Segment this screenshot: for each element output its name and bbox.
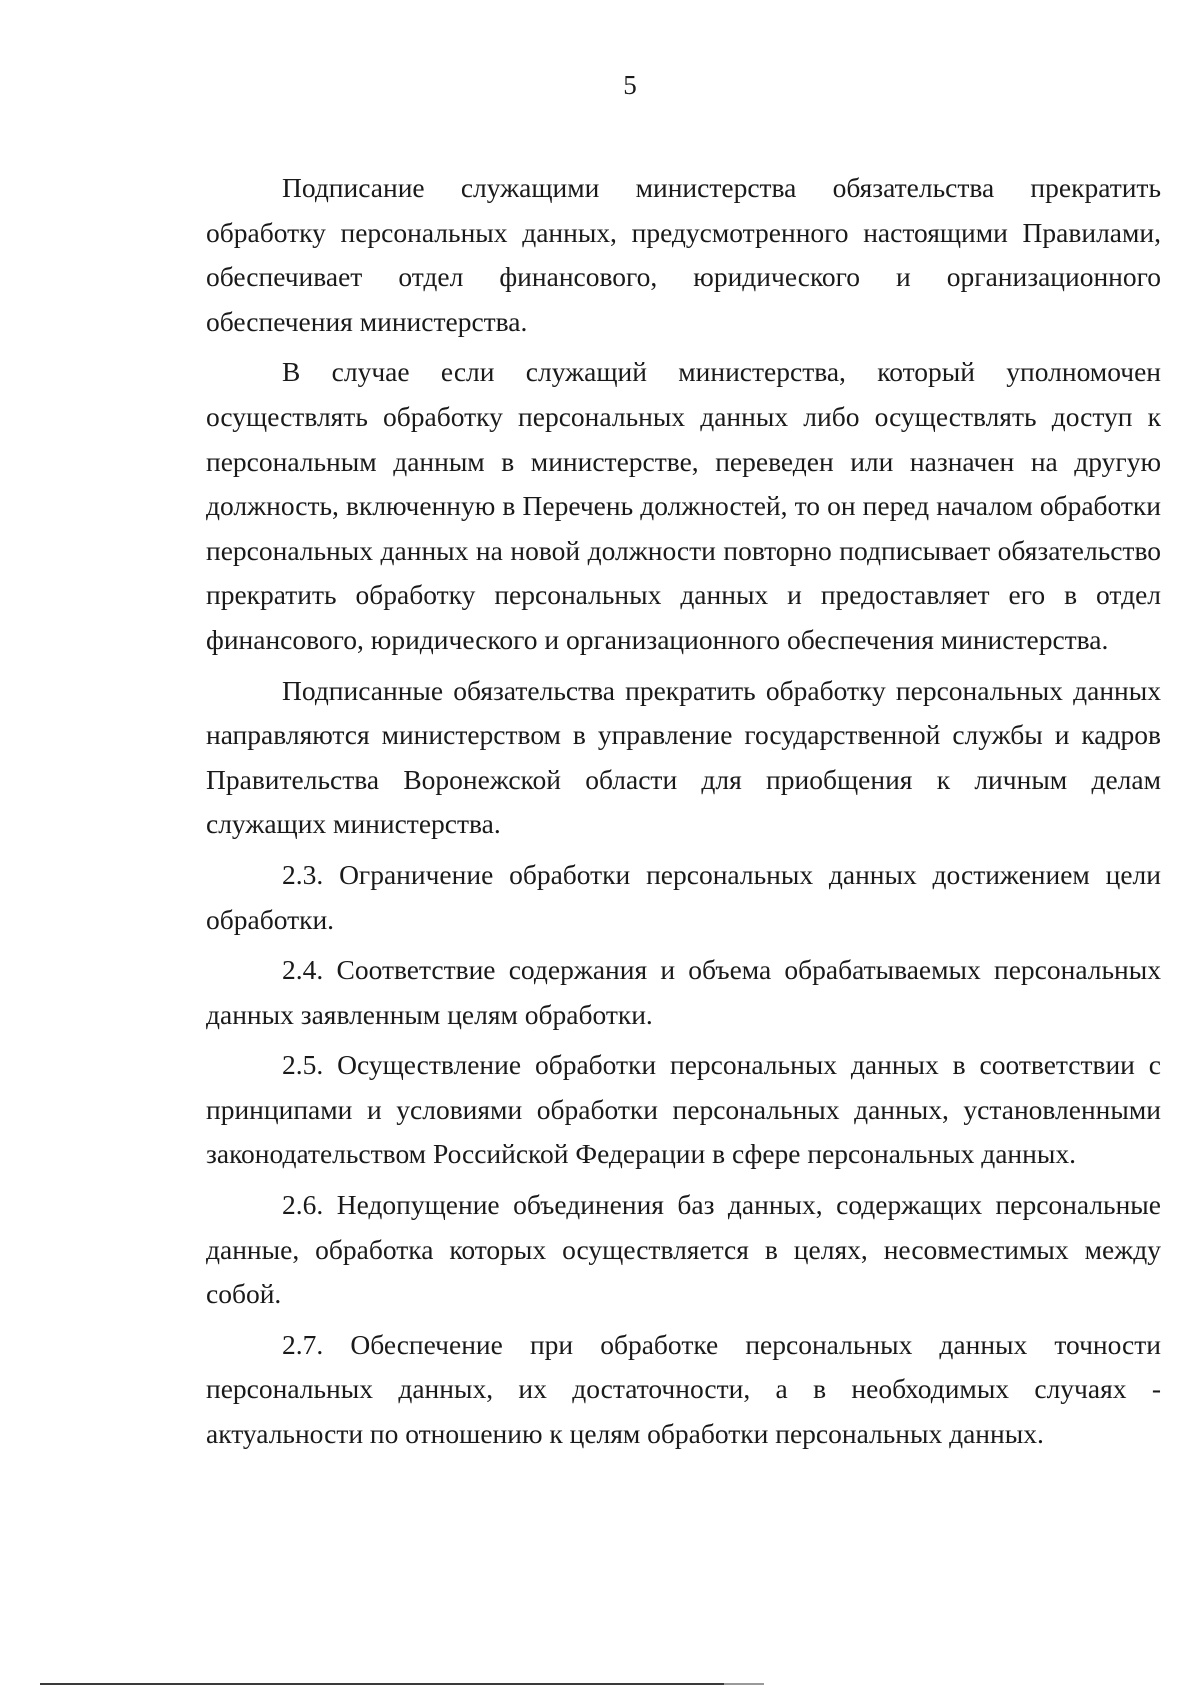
document-body	[206, 166, 1161, 1463]
page-number: 5	[623, 70, 637, 100]
paragraph-item-2-3: 2.3. Ограничение обработки персональных данных достижением цели обработки.	[206, 858, 1161, 935]
bottom-divider-fragment	[724, 1683, 764, 1685]
bottom-divider	[40, 1683, 750, 1685]
paragraph-item-2-6: 2.6. Недопущение объединения баз данных, содержащих персональные данные, обработка которых осуществляется в целях, несовместимых между собой.	[206, 1189, 1161, 1310]
paragraph-signing-obligation: Подписание служащими министерства обязательства прекратить обработку персональных данных, предусмотренного настоящими Правилами, обеспечивает отдел финансового, юридического и организационного обеспечения министерства.	[206, 172, 1161, 337]
paragraph-item-2-5: 2.5. Осуществление обработки персональных данных в соответствии с принципами и условиями обработки персональных данных, установленными законодательством Российской Федерации в сфере персональных данных.	[206, 1049, 1161, 1170]
paragraph-transfer-case: В случае если служащий министерства, который уполномочен осуществлять обработку персональных данных либо осуществлять доступ к персональным данным в министерстве, переведен или назначен на другую должность, включенную в Перечень должностей, то он перед началом обработки персональных данных на новой должности повторно подписывает обязательство прекратить обработку персональных данных и предоставляет его в отдел финансового, юридического и организационного обеспечения министерства.	[206, 356, 1161, 655]
paragraph-item-2-4: 2.4. Соответствие содержания и объема обрабатываемых персональных данных заявленным целям обработки.	[206, 954, 1161, 1030]
paragraph-signed-obligations: Подписанные обязательства прекратить обработку персональных данных направляются министерством в управление государственной службы и кадров Правительства Воронежской области для приобщения к личным делам служащих министерства.	[206, 674, 1161, 840]
paragraph-item-2-7: 2.7. Обеспечение при обработке персональных данных точности персональных данных, их достаточности, а в необходимых случаях - актуальности по отношению к целям обработки персональных данных.	[206, 1328, 1161, 1450]
